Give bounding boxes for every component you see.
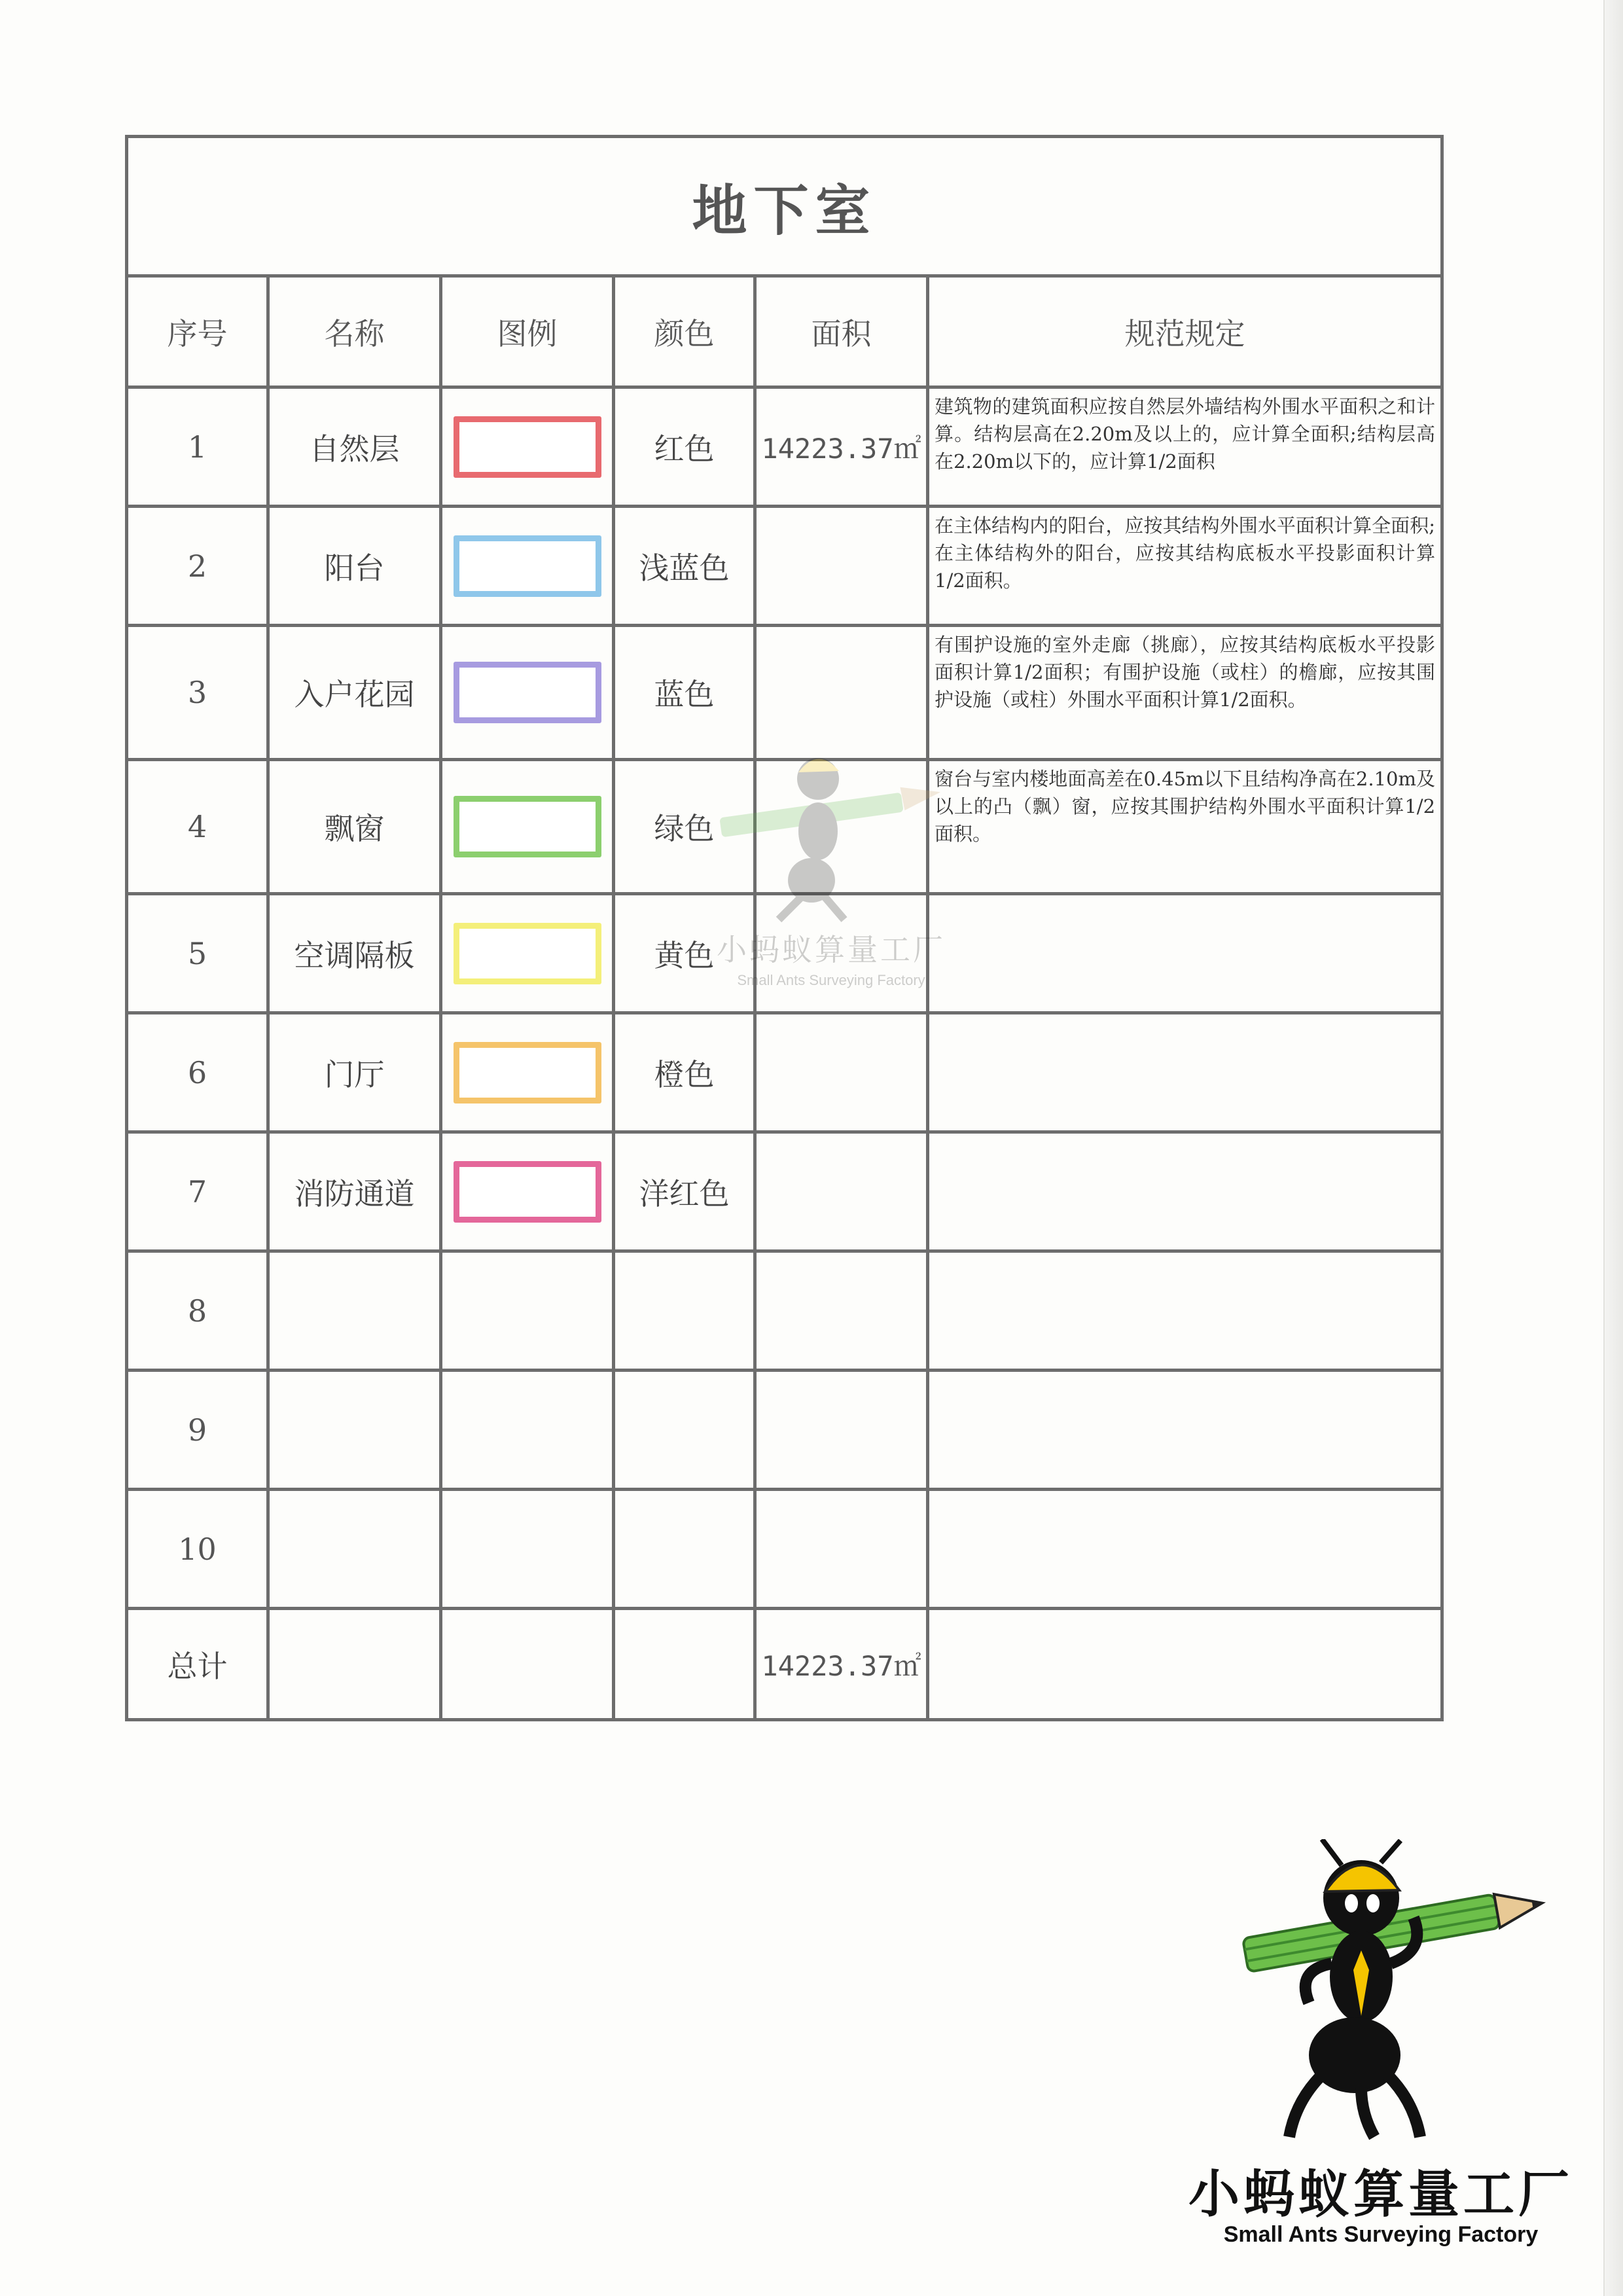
row-area [755, 1132, 928, 1251]
legend-swatch [454, 1042, 601, 1103]
row-legend [441, 387, 614, 507]
header-row [127, 276, 1442, 387]
header-legend: 图例 [441, 276, 614, 387]
row-color-name: 蓝色 [614, 626, 755, 760]
page-edge [1603, 0, 1623, 2296]
row-color-name: 红色 [614, 387, 755, 507]
row-number: 2 [127, 507, 268, 626]
watermark-en: Small Ants Surveying Factory [737, 972, 925, 988]
ant-watermark-icon [694, 740, 969, 923]
row-number: 6 [127, 1013, 268, 1132]
row-number: 4 [127, 760, 268, 894]
row-legend [441, 1013, 614, 1132]
row-color-name: 绿色 [614, 760, 755, 894]
legend-swatch [454, 1161, 601, 1223]
table-row [127, 1490, 1442, 1609]
table-row [127, 507, 1442, 626]
header-color: 颜色 [614, 276, 755, 387]
row-color-name [614, 1490, 755, 1609]
row-area [755, 1490, 928, 1609]
row-legend [441, 507, 614, 626]
row-rule [928, 1251, 1442, 1371]
row-area [755, 507, 928, 626]
row-name [268, 1251, 441, 1371]
row-rule [928, 1013, 1442, 1132]
row-area [755, 1251, 928, 1371]
row-name: 自然层 [268, 387, 441, 507]
row-legend [441, 760, 614, 894]
row-name: 入户花园 [268, 626, 441, 760]
table-row [127, 1132, 1442, 1251]
row-legend [441, 894, 614, 1013]
row-number: 7 [127, 1132, 268, 1251]
header-no: 序号 [127, 276, 268, 387]
table-row [127, 1251, 1442, 1371]
row-area [755, 1013, 928, 1132]
legend-swatch [454, 923, 601, 984]
row-color-name: 黄色 [614, 894, 755, 1013]
row-rule: 建筑物的建筑面积应按自然层外墙结构外围水平面积之和计算。结构层高在2.20m及以上的，应计算全面积;结构层高在2.20m以下的，应计算1/2面积 [928, 387, 1442, 507]
row-number: 10 [127, 1490, 268, 1609]
row-number: 8 [127, 1251, 268, 1371]
row-rule [928, 1132, 1442, 1251]
total-row [127, 1609, 1442, 1720]
row-name [268, 1371, 441, 1490]
header-rule: 规范规定 [928, 276, 1442, 387]
table-row [127, 387, 1442, 507]
row-legend [441, 1371, 614, 1490]
logo [1165, 1839, 1597, 2258]
row-name: 飘窗 [268, 760, 441, 894]
logo-text-cn: 小蚂蚁算量工厂 [1188, 2165, 1573, 2224]
row-name: 消防通道 [268, 1132, 441, 1251]
row-rule [928, 1371, 1442, 1490]
row-color-name: 洋红色 [614, 1132, 755, 1251]
row-name: 阳台 [268, 507, 441, 626]
legend-swatch [454, 662, 601, 723]
row-area: 14223.37㎡ [755, 387, 928, 507]
header-area: 面积 [755, 276, 928, 387]
row-name: 门厅 [268, 1013, 441, 1132]
row-area [755, 1371, 928, 1490]
row-rule: 有围护设施的室外走廊（挑廊），应按其结构底板水平投影面积计算1/2面积；有围护设施（或柱）的檐廊，应按其围护设施（或柱）外围水平面积计算1/2面积。 [928, 626, 1442, 760]
legend-swatch [454, 796, 601, 857]
logo-text-en: Small Ants Surveying Factory [1223, 2222, 1539, 2247]
total-area: 14223.37㎡ [755, 1609, 928, 1720]
table-row [127, 1013, 1442, 1132]
row-legend [441, 626, 614, 760]
row-number: 1 [127, 387, 268, 507]
row-color-name [614, 1371, 755, 1490]
row-number: 9 [127, 1371, 268, 1490]
row-color-name: 橙色 [614, 1013, 755, 1132]
row-legend [441, 1132, 614, 1251]
row-color-name [614, 1251, 755, 1371]
row-legend [441, 1490, 614, 1609]
row-rule: 在主体结构内的阳台，应按其结构外围水平面积计算全面积;在主体结构外的阳台，应按其结构底板水平投影面积计算1/2面积。 [928, 507, 1442, 626]
table-row [127, 1371, 1442, 1490]
row-legend [441, 1251, 614, 1371]
row-number: 3 [127, 626, 268, 760]
row-color-name: 浅蓝色 [614, 507, 755, 626]
row-number: 5 [127, 894, 268, 1013]
page-title: 地下室 [127, 137, 1442, 276]
row-name: 空调隔板 [268, 894, 441, 1013]
row-name [268, 1490, 441, 1609]
ant-with-pencil-icon [1165, 1839, 1597, 2147]
total-label: 总计 [127, 1609, 268, 1720]
row-rule [928, 894, 1442, 1013]
row-rule: 窗台与室内楼地面高差在0.45m以下且结构净高在2.10m及以上的凸（飘）窗，应按其围护结构外围水平面积计算1/2面积。 [928, 760, 1442, 894]
legend-swatch [454, 416, 601, 478]
row-rule [928, 1490, 1442, 1609]
legend-swatch [454, 535, 601, 597]
header-name: 名称 [268, 276, 441, 387]
watermark-cn: 小蚂蚁算量工厂 [717, 932, 946, 967]
watermark [694, 740, 969, 1001]
